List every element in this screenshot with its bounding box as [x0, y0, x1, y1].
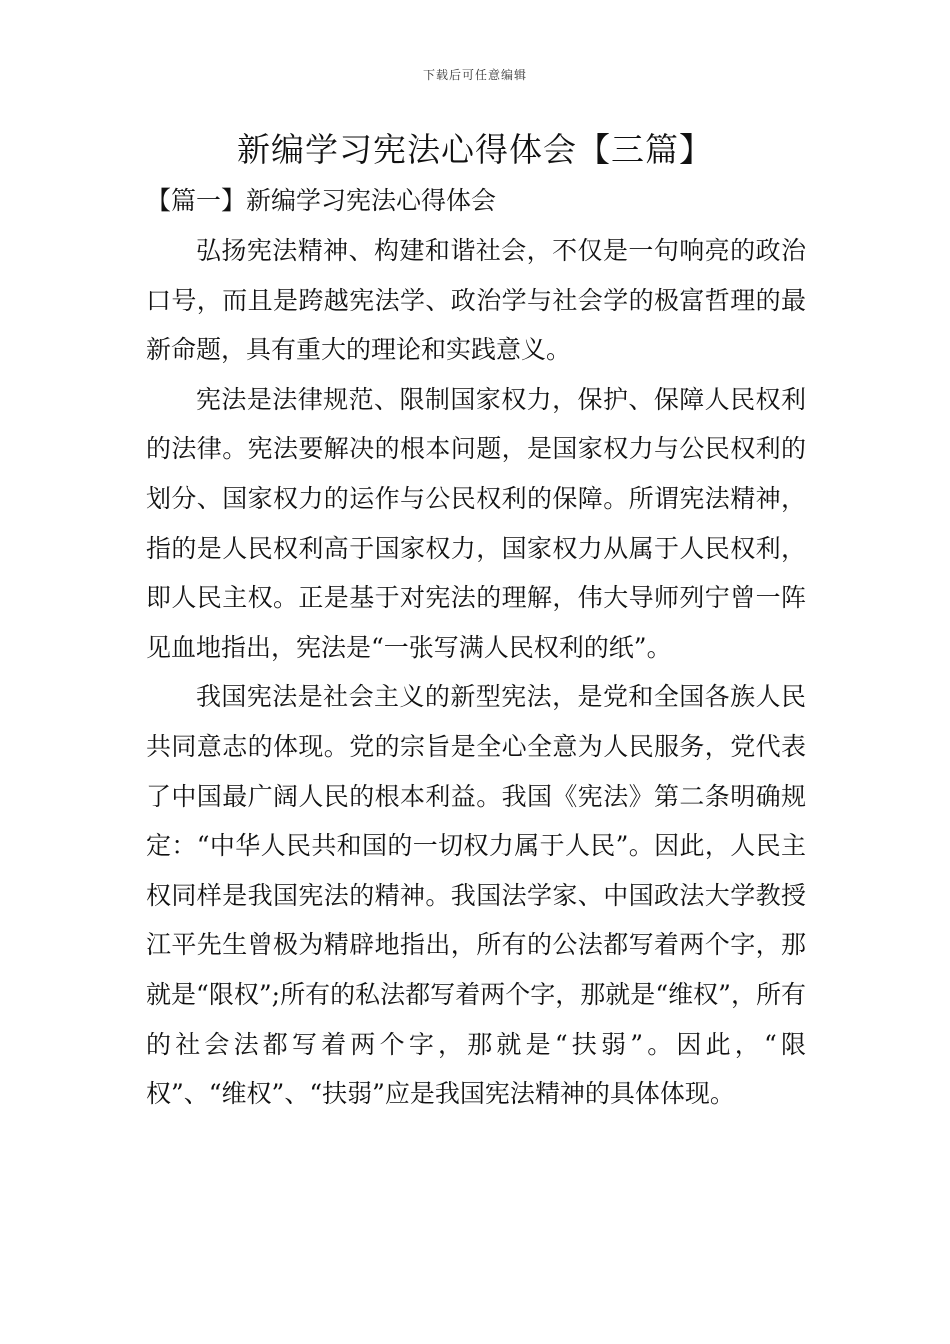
header-note: 下载后可任意编辑 [422, 68, 527, 82]
paragraph-1: 弘扬宪法精神、构建和谐社会，不仅是一句响亮的政治口号，而且是跨越宪法学、政治学与社会学的极富哲理的最新命题，具有重大的理论和实践意义。 [146, 236, 806, 365]
document-title: 新编学习宪法心得体会【三篇】 [237, 130, 713, 169]
paragraph-2: 宪法是法律规范、限制国家权力，保护、保障人民权利的法律。宪法要解决的根本问题，是国家权力与公民权利的划分、国家权力的运作与公民权利的保障。所谓宪法精神，指的是人民权利高于国家权力，国家权力从属于人民权利，即人民主权。正是基于对宪法的理解，伟大导师列宁曾一阵见血地指出，宪法是“一张写满人民权利的纸”。 [146, 384, 806, 662]
paragraph-3: 我国宪法是社会主义的新型宪法，是党和全国各族人民共同意志的体现。党的宗旨是全心全意为人民服务，党代表了中国最广阔人民的根本利益。我国《宪法》第二条明确规定：“中华人民共和国的一切权力属于人民”。因此，人民主权同样是我国宪法的精神。我国法学家、中国政法大学教授江平先生曾极为精辟地指出，所有的公法都写着两个字，那就是“限权”;所有的私法都写着两个字，那就是“维权”，所有的社会法都写着两个字，那就是“扶弱”。因此，“限权”、“维权”、“扶弱”应是我国宪法精神的具体体现。 [146, 682, 806, 1109]
section-heading: 【篇一】新编学习宪法心得体会 [146, 186, 497, 215]
document-body [146, 226, 806, 1119]
